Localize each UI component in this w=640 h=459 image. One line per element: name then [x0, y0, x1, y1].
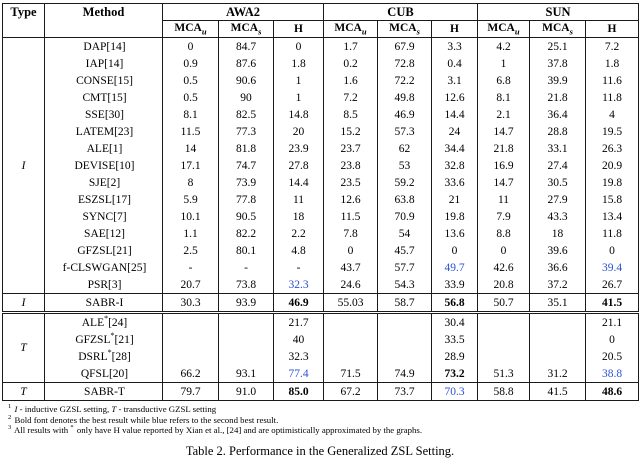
value-cell: - — [219, 259, 274, 276]
value-cell: 77.3 — [219, 123, 274, 140]
method-name: DSRL*[28] — [45, 348, 163, 365]
value-cell: 70.3 — [432, 383, 478, 401]
value-cell: 23.7 — [324, 140, 378, 157]
method-name: IAP[14] — [45, 55, 163, 72]
col-header-h: H — [586, 21, 639, 38]
value-cell: 77.4 — [274, 365, 324, 383]
value-cell: 33.5 — [432, 331, 478, 348]
value-cell: 33.6 — [432, 174, 478, 191]
value-cell: 80.1 — [219, 242, 274, 259]
method-name: SSE[30] — [45, 106, 163, 123]
value-cell: 0 — [432, 242, 478, 259]
value-cell: 82.5 — [219, 106, 274, 123]
value-cell: 20.9 — [586, 157, 639, 174]
value-cell: 23.9 — [274, 140, 324, 157]
value-cell: 30.3 — [163, 294, 219, 313]
value-cell: 72.8 — [378, 55, 432, 72]
value-cell: 5.9 — [163, 191, 219, 208]
table-row — [3, 313, 639, 332]
value-cell: 57.7 — [378, 259, 432, 276]
value-cell: 62 — [378, 140, 432, 157]
value-cell: 1.8 — [586, 55, 639, 72]
footnote: $^2$ Bold font denotes the best result while blue refers to the second best result. — [8, 413, 279, 425]
value-cell: 33.1 — [530, 140, 586, 157]
value-cell: 46.9 — [274, 294, 324, 313]
value-cell: 34.4 — [432, 140, 478, 157]
value-cell: - — [274, 259, 324, 276]
value-cell: 15.8 — [586, 191, 639, 208]
value-cell: 27.8 — [274, 157, 324, 174]
value-cell: 32.3 — [274, 276, 324, 294]
value-cell: 93.1 — [219, 365, 274, 383]
value-cell: 7.2 — [324, 89, 378, 106]
value-cell: 30.4 — [432, 313, 478, 332]
method-name: ALE*[24] — [45, 313, 163, 332]
value-cell: 1 — [274, 89, 324, 106]
table-row — [3, 140, 639, 157]
value-cell: 73.2 — [432, 365, 478, 383]
value-cell: 20.5 — [586, 348, 639, 365]
value-cell: 7.8 — [324, 225, 378, 242]
table-row — [3, 294, 639, 313]
table-row — [3, 157, 639, 174]
value-cell: 3.3 — [432, 38, 478, 56]
value-cell: 70.9 — [378, 208, 432, 225]
value-cell: 2.2 — [274, 225, 324, 242]
col-header-mcau: $MCA_u$ — [478, 21, 530, 38]
value-cell: 19.8 — [586, 174, 639, 191]
method-name: SJE[2] — [45, 174, 163, 191]
value-cell: 28.8 — [530, 123, 586, 140]
value-cell — [324, 348, 378, 365]
value-cell: 54.3 — [378, 276, 432, 294]
value-cell: 7.2 — [586, 38, 639, 56]
value-cell: 57.3 — [378, 123, 432, 140]
col-header-mcas: $MCA_s$ — [219, 21, 274, 38]
value-cell: 14.8 — [274, 106, 324, 123]
value-cell: 74.9 — [378, 365, 432, 383]
type-cell: I — [3, 38, 45, 294]
value-cell: 20.8 — [478, 276, 530, 294]
value-cell: 16.9 — [478, 157, 530, 174]
value-cell: 33.9 — [432, 276, 478, 294]
value-cell — [530, 348, 586, 365]
value-cell — [163, 348, 219, 365]
value-cell: 0 — [324, 242, 378, 259]
value-cell: 21.8 — [530, 89, 586, 106]
value-cell: 51.3 — [478, 365, 530, 383]
value-cell: 77.8 — [219, 191, 274, 208]
value-cell: 8.1 — [163, 106, 219, 123]
value-cell: 1.8 — [274, 55, 324, 72]
value-cell: 43.3 — [530, 208, 586, 225]
table-row — [3, 208, 639, 225]
table-row — [3, 331, 639, 348]
table-row — [3, 365, 639, 383]
value-cell: 15.2 — [324, 123, 378, 140]
value-cell: 4.2 — [478, 38, 530, 56]
value-cell: 32.3 — [274, 348, 324, 365]
group-header-awa2: AWA2 — [163, 4, 324, 21]
value-cell: 1.6 — [324, 72, 378, 89]
type-cell: T — [3, 313, 45, 383]
table-row — [3, 348, 639, 365]
value-cell: 1 — [274, 72, 324, 89]
value-cell — [163, 313, 219, 332]
table-row — [3, 55, 639, 72]
value-cell: 2.5 — [163, 242, 219, 259]
value-cell — [378, 348, 432, 365]
value-cell: 10.1 — [163, 208, 219, 225]
value-cell: 31.2 — [530, 365, 586, 383]
value-cell: 49.7 — [432, 259, 478, 276]
method-name: SYNC[7] — [45, 208, 163, 225]
value-cell: 27.9 — [530, 191, 586, 208]
value-cell: 21.8 — [478, 140, 530, 157]
method-name: SABR-I — [45, 294, 163, 313]
value-cell: 35.1 — [530, 294, 586, 313]
value-cell — [530, 313, 586, 332]
value-cell: 14.7 — [478, 123, 530, 140]
method-name: DAP[14] — [45, 38, 163, 56]
table-row — [3, 242, 639, 259]
method-name: SABR-T — [45, 383, 163, 401]
col-header-mcas: $MCA_s$ — [530, 21, 586, 38]
value-cell: 26.7 — [586, 276, 639, 294]
table-row — [3, 174, 639, 191]
value-cell: 30.5 — [530, 174, 586, 191]
value-cell: 46.9 — [378, 106, 432, 123]
value-cell: 8.1 — [478, 89, 530, 106]
col-header-h: H — [432, 21, 478, 38]
col-header-mcas: $MCA_s$ — [378, 21, 432, 38]
value-cell: 11.5 — [324, 208, 378, 225]
value-cell: 0 — [274, 38, 324, 56]
method-name: DEVISE[10] — [45, 157, 163, 174]
value-cell: 73.8 — [219, 276, 274, 294]
col-header-mcau: $MCA_u$ — [324, 21, 378, 38]
value-cell: 17.1 — [163, 157, 219, 174]
value-cell: 1.7 — [324, 38, 378, 56]
value-cell: 0 — [478, 242, 530, 259]
col-header-method: Method — [45, 4, 163, 38]
footnotes — [8, 404, 638, 436]
value-cell: 59.2 — [378, 174, 432, 191]
value-cell: 73.7 — [378, 383, 432, 401]
value-cell: 67.2 — [324, 383, 378, 401]
method-name: PSR[3] — [45, 276, 163, 294]
value-cell: 37.2 — [530, 276, 586, 294]
value-cell — [478, 331, 530, 348]
col-header-mcau: $MCA_u$ — [163, 21, 219, 38]
value-cell: 81.8 — [219, 140, 274, 157]
value-cell: 39.6 — [530, 242, 586, 259]
value-cell: 48.6 — [586, 383, 639, 401]
value-cell: 23.5 — [324, 174, 378, 191]
footnote: $^1$ I - inductive GZSL setting, T - transductive GZSL setting — [8, 403, 217, 414]
value-cell: 58.8 — [478, 383, 530, 401]
value-cell: 43.7 — [324, 259, 378, 276]
value-cell: 8.8 — [478, 225, 530, 242]
value-cell — [163, 331, 219, 348]
method-name: GFZSL[21] — [45, 242, 163, 259]
footnote: $^3$ All results with * only have H value reported by Xian et al., [24] and are optimistically approximated by the graphs. — [8, 424, 423, 435]
value-cell: 4.8 — [274, 242, 324, 259]
value-cell: 90.6 — [219, 72, 274, 89]
value-cell: 8 — [163, 174, 219, 191]
value-cell: 8.5 — [324, 106, 378, 123]
value-cell: 11.5 — [163, 123, 219, 140]
table-row — [3, 106, 639, 123]
value-cell: 19.8 — [432, 208, 478, 225]
value-cell: 53 — [378, 157, 432, 174]
value-cell: 84.7 — [219, 38, 274, 56]
value-cell: 66.2 — [163, 365, 219, 383]
value-cell: 72.2 — [378, 72, 432, 89]
value-cell: 11 — [478, 191, 530, 208]
value-cell: 14.7 — [478, 174, 530, 191]
type-cell: I — [3, 294, 45, 313]
value-cell: 18 — [274, 208, 324, 225]
value-cell: 18 — [530, 225, 586, 242]
header-row-groups — [3, 4, 639, 21]
value-cell: 11 — [274, 191, 324, 208]
method-name: ALE[1] — [45, 140, 163, 157]
value-cell: 73.9 — [219, 174, 274, 191]
value-cell: 12.6 — [432, 89, 478, 106]
value-cell: 20.7 — [163, 276, 219, 294]
method-name: GFZSL*[21] — [45, 331, 163, 348]
value-cell — [378, 313, 432, 332]
table-row — [3, 383, 639, 401]
value-cell: 0 — [586, 242, 639, 259]
group-header-sun: SUN — [478, 4, 639, 21]
value-cell: 38.8 — [586, 365, 639, 383]
table-row — [3, 89, 639, 106]
table-row — [3, 191, 639, 208]
method-name: CONSE[15] — [45, 72, 163, 89]
value-cell: 13.4 — [586, 208, 639, 225]
value-cell: 93.9 — [219, 294, 274, 313]
value-cell — [378, 331, 432, 348]
value-cell: 14.4 — [274, 174, 324, 191]
type-cell: T — [3, 383, 45, 401]
value-cell: 39.4 — [586, 259, 639, 276]
value-cell: 82.2 — [219, 225, 274, 242]
value-cell: 25.1 — [530, 38, 586, 56]
value-cell: 39.9 — [530, 72, 586, 89]
value-cell — [478, 348, 530, 365]
value-cell: 79.7 — [163, 383, 219, 401]
value-cell: 54 — [378, 225, 432, 242]
value-cell: 0.2 — [324, 55, 378, 72]
value-cell: 55.03 — [324, 294, 378, 313]
value-cell: 20 — [274, 123, 324, 140]
value-cell: 0.5 — [163, 89, 219, 106]
value-cell: 63.8 — [378, 191, 432, 208]
value-cell: 11.6 — [586, 72, 639, 89]
method-name: CMT[15] — [45, 89, 163, 106]
value-cell: 1 — [478, 55, 530, 72]
value-cell: 91.0 — [219, 383, 274, 401]
value-cell: 50.7 — [478, 294, 530, 313]
value-cell: 3.1 — [432, 72, 478, 89]
table-row — [3, 259, 639, 276]
value-cell: 21 — [432, 191, 478, 208]
value-cell: 27.4 — [530, 157, 586, 174]
value-cell: 36.6 — [530, 259, 586, 276]
value-cell: 67.9 — [378, 38, 432, 56]
value-cell: 24 — [432, 123, 478, 140]
value-cell: 49.8 — [378, 89, 432, 106]
group-header-cub: CUB — [324, 4, 478, 21]
value-cell: 45.7 — [378, 242, 432, 259]
table-row — [3, 72, 639, 89]
value-cell: 90.5 — [219, 208, 274, 225]
value-cell — [219, 331, 274, 348]
results-table — [2, 3, 639, 401]
value-cell: 24.6 — [324, 276, 378, 294]
method-name: LATEM[23] — [45, 123, 163, 140]
value-cell — [324, 331, 378, 348]
value-cell: 40 — [274, 331, 324, 348]
value-cell: 32.8 — [432, 157, 478, 174]
value-cell: 42.6 — [478, 259, 530, 276]
col-header-type: Type — [3, 4, 45, 38]
value-cell: 23.8 — [324, 157, 378, 174]
value-cell: 41.5 — [530, 383, 586, 401]
value-cell: 1.1 — [163, 225, 219, 242]
value-cell: 0 — [163, 38, 219, 56]
value-cell: 2.1 — [478, 106, 530, 123]
value-cell: 14.4 — [432, 106, 478, 123]
value-cell: 41.5 — [586, 294, 639, 313]
value-cell: 21.7 — [274, 313, 324, 332]
col-header-h: H — [274, 21, 324, 38]
value-cell: 74.7 — [219, 157, 274, 174]
value-cell: 19.5 — [586, 123, 639, 140]
value-cell: 56.8 — [432, 294, 478, 313]
value-cell: 4 — [586, 106, 639, 123]
value-cell — [478, 313, 530, 332]
value-cell: 36.4 — [530, 106, 586, 123]
value-cell — [219, 348, 274, 365]
table-caption: Table 2. Performance in the Generalized ZSL Setting. — [185, 443, 455, 458]
value-cell: 90 — [219, 89, 274, 106]
table-row — [3, 123, 639, 140]
value-cell: 85.0 — [274, 383, 324, 401]
table-row — [3, 38, 639, 56]
method-name: QFSL[20] — [45, 365, 163, 383]
value-cell: - — [163, 259, 219, 276]
value-cell: 0.9 — [163, 55, 219, 72]
value-cell — [530, 331, 586, 348]
method-name: ESZSL[17] — [45, 191, 163, 208]
value-cell: 87.6 — [219, 55, 274, 72]
value-cell: 6.8 — [478, 72, 530, 89]
value-cell: 11.8 — [586, 225, 639, 242]
value-cell: 0.4 — [432, 55, 478, 72]
table-row — [3, 276, 639, 294]
value-cell: 21.1 — [586, 313, 639, 332]
value-cell: 11.8 — [586, 89, 639, 106]
value-cell — [219, 313, 274, 332]
value-cell: 71.5 — [324, 365, 378, 383]
value-cell: 0.5 — [163, 72, 219, 89]
value-cell: 37.8 — [530, 55, 586, 72]
value-cell: 12.6 — [324, 191, 378, 208]
method-name: f-CLSWGAN[25] — [45, 259, 163, 276]
value-cell: 13.6 — [432, 225, 478, 242]
table-row — [3, 225, 639, 242]
value-cell: 58.7 — [378, 294, 432, 313]
value-cell: 7.9 — [478, 208, 530, 225]
value-cell: 14 — [163, 140, 219, 157]
value-cell — [324, 313, 378, 332]
value-cell: 26.3 — [586, 140, 639, 157]
value-cell: 28.9 — [432, 348, 478, 365]
method-name: SAE[12] — [45, 225, 163, 242]
value-cell: 0 — [586, 331, 639, 348]
